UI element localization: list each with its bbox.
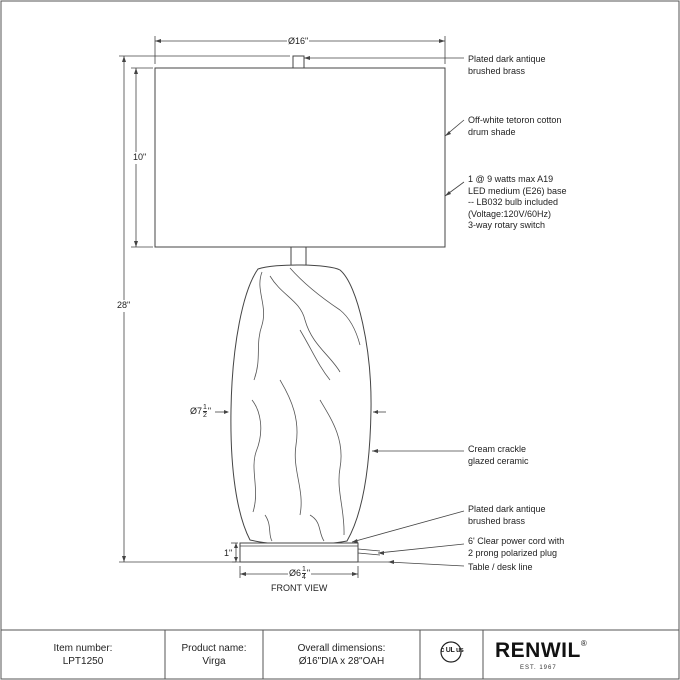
base-diameter-label <box>288 566 311 581</box>
overall-height-label: 28" <box>117 300 131 310</box>
base-diameter-frac-num: 1 <box>302 566 306 573</box>
callout-line: Plated dark antique <box>468 504 546 514</box>
base-diameter-unit: " <box>306 567 311 578</box>
shade-diameter-label: Ø16" <box>288 36 309 46</box>
callout-finial <box>468 54 546 77</box>
callout-line: Table / desk line <box>468 562 533 572</box>
callout-line: 2 prong polarized plug <box>468 547 558 558</box>
item-number-label: Item number: <box>53 643 113 654</box>
view-label: FRONT VIEW <box>271 583 328 593</box>
brand-name: RENWIL <box>495 639 581 662</box>
callout-line: brushed brass <box>468 65 526 76</box>
callout-bulb <box>468 174 567 232</box>
body-diameter-label <box>190 404 211 419</box>
callout-base <box>468 504 546 527</box>
callout-line: Off-white tetoron cotton <box>468 115 562 125</box>
brand-established: EST. 1967 <box>520 665 557 671</box>
body-diameter-frac-den: 2 <box>203 412 207 419</box>
brand-cell <box>483 631 679 679</box>
body-diameter-unit: " <box>207 405 212 416</box>
callout-line: glazed ceramic <box>468 455 529 466</box>
callout-line: LED medium (E26) base <box>468 185 567 196</box>
callout-line: Plated dark antique <box>468 54 546 64</box>
product-name-cell <box>165 631 263 679</box>
callout-line: 1 @ 9 watts max A19 <box>468 174 554 184</box>
base-diameter-fraction <box>302 566 306 581</box>
callout-line: Cream crackle <box>468 444 527 454</box>
drum-shade <box>155 68 445 247</box>
brand-registered-mark: ® <box>580 639 588 648</box>
shade-height-label: 10" <box>133 152 147 162</box>
overall-dimensions-cell <box>263 631 420 679</box>
product-name-value: Virga <box>202 656 226 667</box>
body-diameter-main: Ø7 <box>190 405 203 416</box>
callout-table-line <box>468 562 533 574</box>
finial <box>293 56 304 68</box>
base-height-label: 1" <box>224 548 233 558</box>
base-diameter-main: Ø6 <box>289 567 302 578</box>
callout-line: drum shade <box>468 126 516 137</box>
item-number-cell <box>1 631 165 679</box>
callout-line: 6' Clear power cord with <box>468 536 565 546</box>
callout-line: brushed brass <box>468 515 526 526</box>
certification-cell <box>420 631 483 679</box>
body-diameter-frac-num: 1 <box>203 404 207 411</box>
callout-shade <box>468 115 561 138</box>
overall-dimensions-label: Overall dimensions: <box>297 643 386 654</box>
ul-mark-text: c UL us <box>440 647 464 654</box>
item-number-value: LPT1250 <box>62 656 104 667</box>
callout-ceramic <box>468 444 529 467</box>
overall-dimensions-value: Ø16"DIA x 28"OAH <box>298 656 385 667</box>
product-name-label: Product name: <box>181 643 247 654</box>
callout-line: (Voltage:120V/60Hz) <box>468 208 552 219</box>
callout-cord <box>468 536 564 559</box>
callout-line: -- LB032 bulb included <box>468 197 559 207</box>
brand-logo <box>495 639 587 663</box>
callout-line: 3-way rotary switch <box>468 220 546 230</box>
body-diameter-fraction <box>203 404 207 419</box>
base-diameter-frac-den: 4 <box>302 574 306 581</box>
power-cord <box>358 549 380 555</box>
